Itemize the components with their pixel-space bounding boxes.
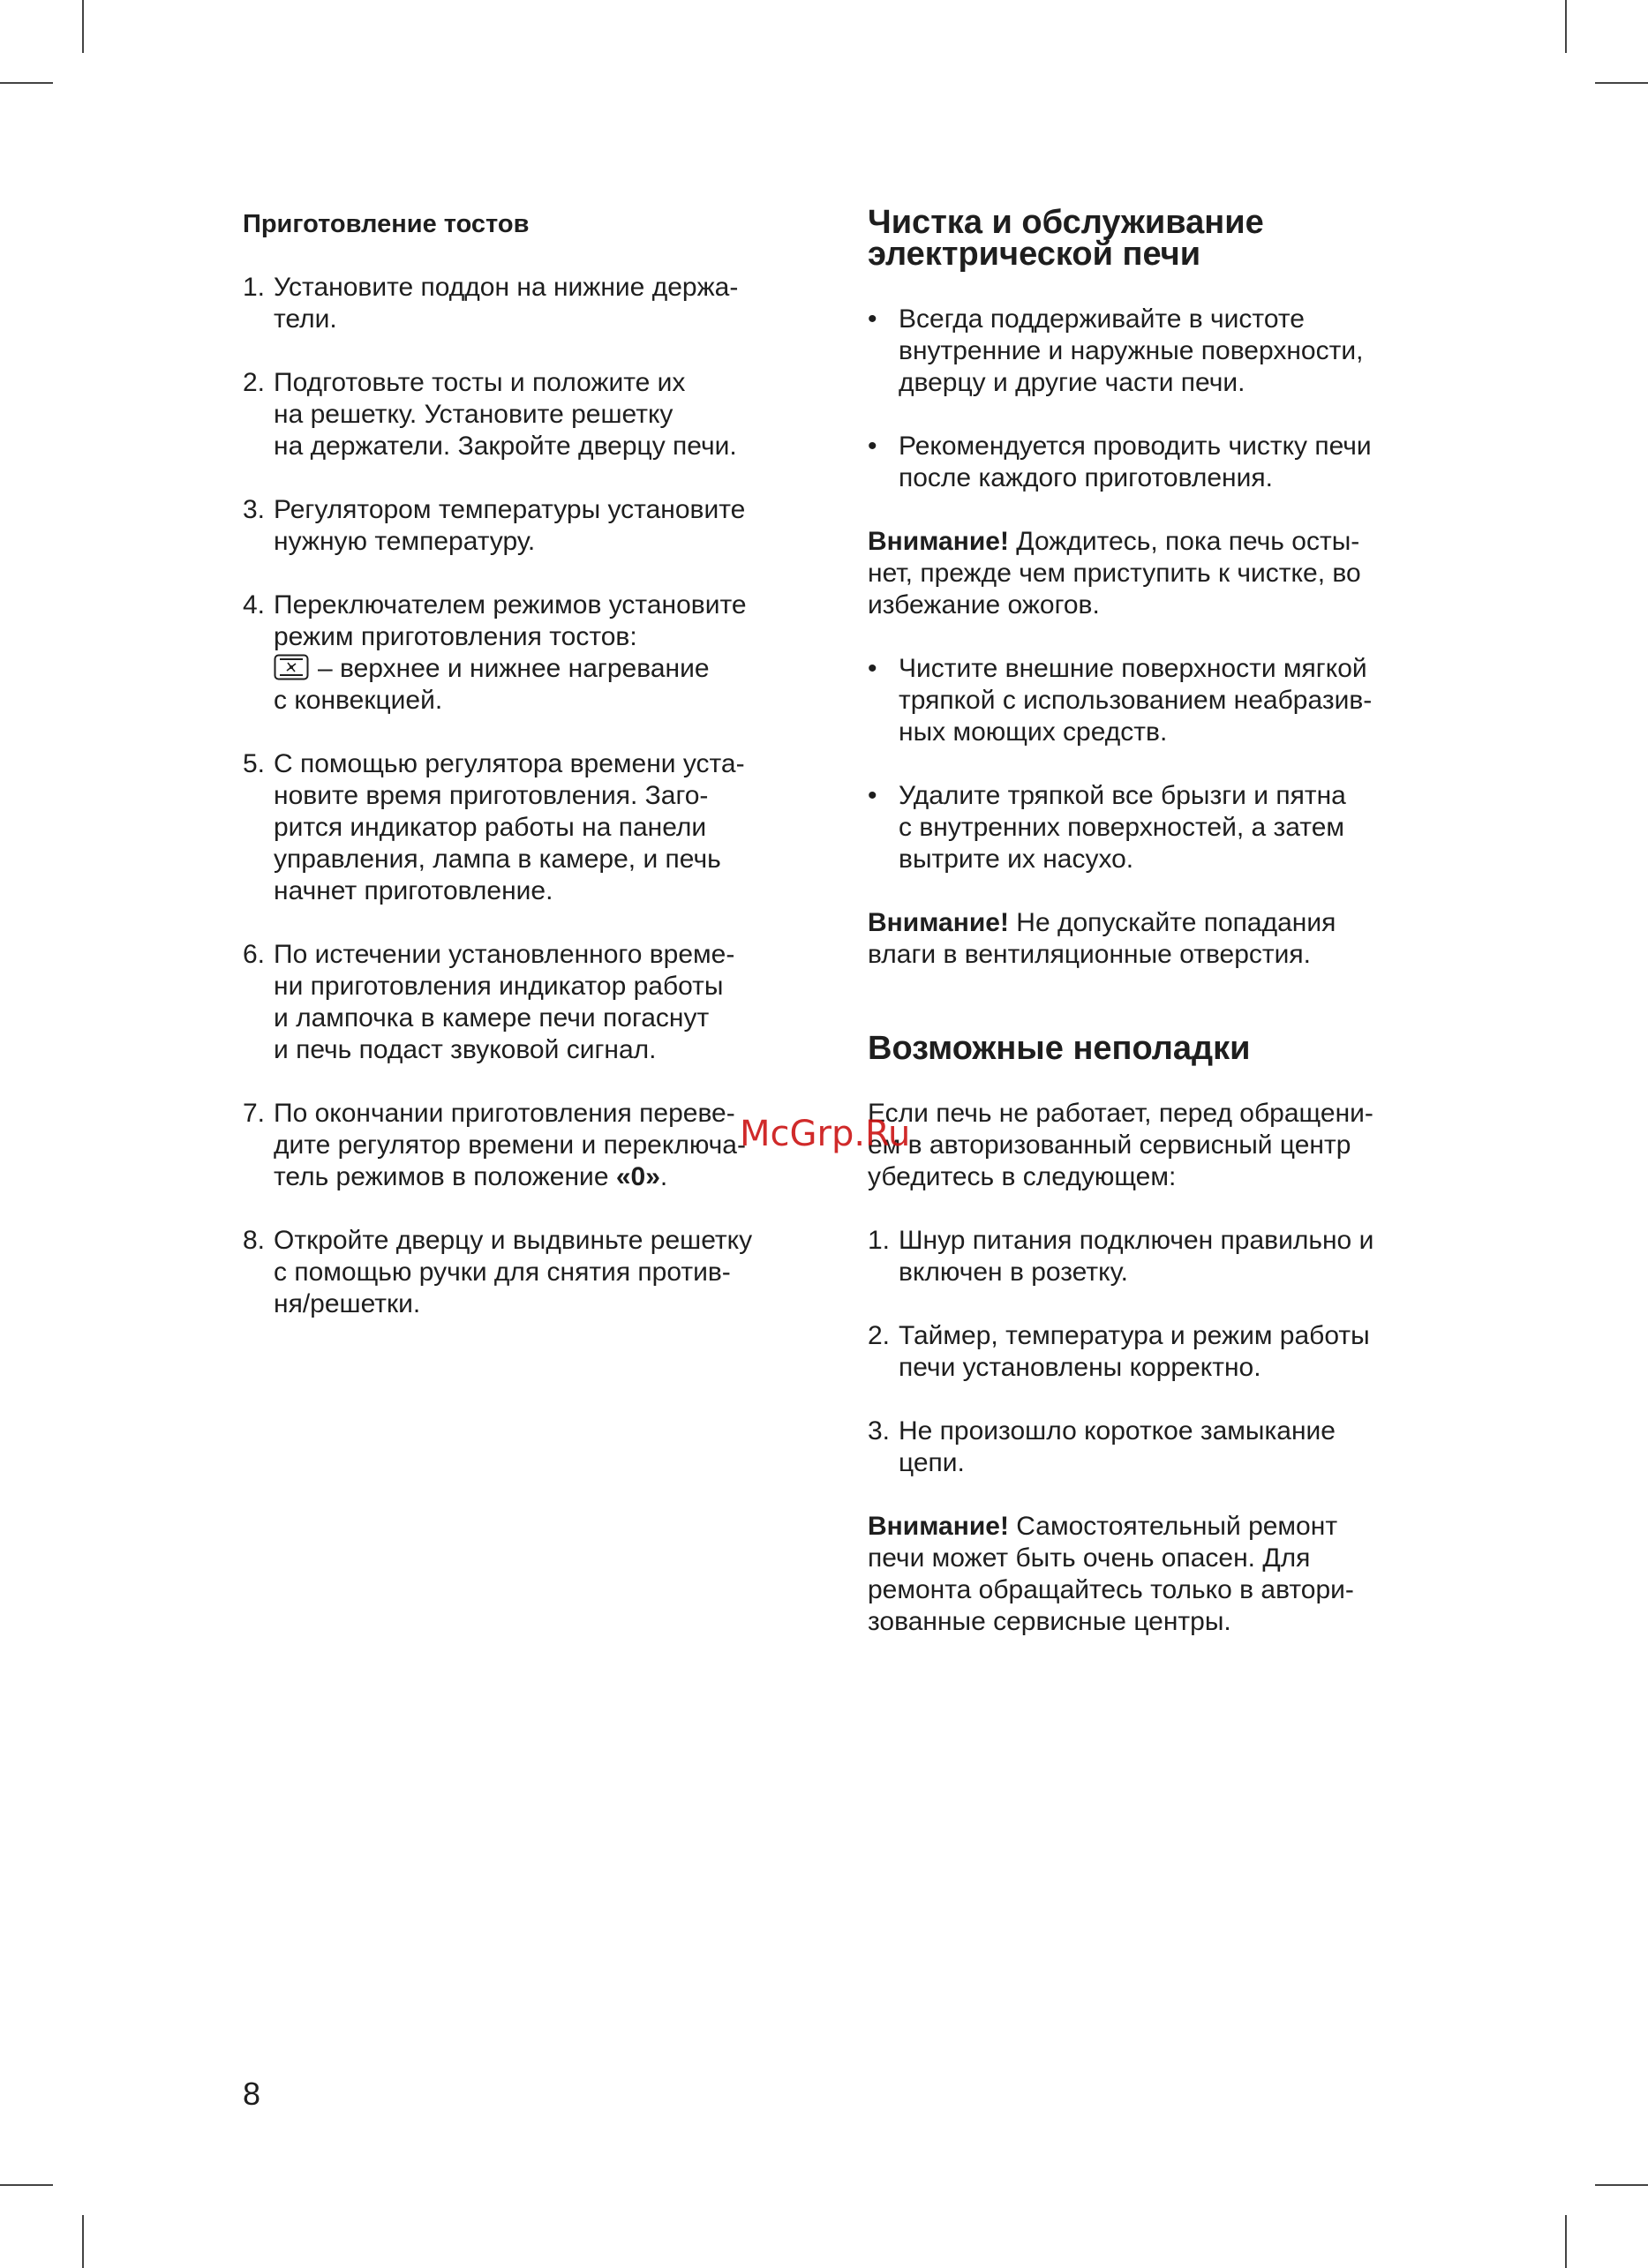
step-7: [243, 1098, 746, 1193]
check-text-line: цепи.: [899, 1448, 965, 1477]
step-number: 4.: [243, 590, 266, 620]
bullet-mark: •: [868, 432, 877, 461]
crop-mark: [0, 2184, 53, 2186]
crop-mark: [0, 82, 53, 84]
step-text-line: Подготовьте тосты и положите их: [274, 368, 686, 397]
warning-repair: [868, 1511, 1354, 1638]
crop-mark: [82, 2215, 84, 2268]
step-5: [243, 748, 745, 907]
troubleshooting-intro: [868, 1098, 1373, 1193]
step-2: [243, 367, 737, 462]
warning-text-line: [868, 907, 1336, 939]
check-number: 2.: [868, 1321, 891, 1350]
crop-mark: [1595, 82, 1648, 84]
step-text-line: [274, 1161, 746, 1193]
heading-line: электрической печи: [868, 236, 1201, 273]
zero-position-label: «0»: [615, 1162, 660, 1191]
check-text-line: печи установлены корректно.: [899, 1353, 1261, 1382]
step-text-line: [274, 653, 747, 685]
check-text-line: включен в розетку.: [899, 1258, 1128, 1287]
check-2: [868, 1320, 1370, 1384]
check-text-line: Не произошло короткое замыкание: [899, 1416, 1336, 1446]
check-number: 3.: [868, 1416, 891, 1446]
step-text-line: По истечении установленного време-: [274, 940, 735, 969]
step-text-line: дите регулятор времени и переключа-: [274, 1130, 746, 1160]
bullet-text-line: Удалите тряпкой все брызги и пятна: [899, 781, 1346, 810]
step-number: 2.: [243, 368, 266, 397]
step-text-line: С помощью регулятора времени уста-: [274, 749, 745, 778]
warning-label: Внимание!: [868, 527, 1009, 556]
bullet-text-line: после каждого приготовления.: [899, 463, 1273, 492]
step-6: [243, 939, 734, 1066]
step-text-line: тели.: [274, 304, 337, 334]
step-text-line: и печь подаст звуковой сигнал.: [274, 1035, 657, 1064]
warning-text-line: [868, 526, 1361, 558]
bullet-text-line: с внутренних поверхностей, а затем: [899, 813, 1345, 842]
top-bottom-heat-convection-icon: [274, 654, 309, 680]
warning-text-line: [868, 1511, 1354, 1543]
step-text-line: Переключателем режимов установите: [274, 590, 747, 620]
step-number: 1.: [243, 273, 266, 302]
warning-text-line: ремонта обращайтесь только в автори-: [868, 1575, 1354, 1604]
bullet-text-line: вытрите их насухо.: [899, 845, 1134, 874]
section-title-toasts: Приготовление тостов: [243, 210, 530, 238]
warning-text-line: влаги в вентиляционные отверстия.: [868, 940, 1312, 969]
check-1: [868, 1225, 1373, 1288]
step-text-line: на решетку. Установите решетку: [274, 400, 673, 429]
warning-text-fragment: Дождитесь, пока печь осты-: [1008, 527, 1360, 556]
step-text-line: режим приготовления тостов:: [274, 622, 637, 651]
step-text-line: на держатели. Закройте дверцу печи.: [274, 432, 737, 461]
intro-text-line: убедитесь в следующем:: [868, 1162, 1177, 1191]
step-text-fragment: .: [659, 1162, 668, 1191]
step-3: [243, 494, 745, 558]
step-number: 7.: [243, 1099, 266, 1128]
bullet-mark: •: [868, 654, 877, 683]
crop-mark: [1565, 0, 1567, 53]
check-3: [868, 1416, 1336, 1479]
step-number: 8.: [243, 1226, 266, 1255]
step-text-line: Откройте дверцу и выдвиньте решетку: [274, 1226, 753, 1255]
warning-text-line: избежание ожогов.: [868, 590, 1100, 620]
step-text-line: новите время приготовления. Заго-: [274, 781, 709, 810]
intro-text-line: Если печь не работает, перед обращени-: [868, 1099, 1373, 1128]
bullet-text-line: тряпкой с использованием неабразив-: [899, 686, 1373, 715]
mode-description: – верхнее и нижнее нагревание: [318, 654, 710, 683]
bullet-text-line: ных моющих средств.: [899, 717, 1168, 747]
crop-mark: [82, 0, 84, 53]
warning-text-line: нет, прежде чем приступить к чистке, во: [868, 559, 1361, 588]
step-text-line: и лампочка в камере печи погаснут: [274, 1003, 710, 1033]
step-text-line: нужную температуру.: [274, 527, 536, 556]
bullet-text-line: Всегда поддерживайте в чистоте: [899, 304, 1305, 334]
cleaning-bullet-4: [868, 780, 1346, 875]
step-text-line: По окончании приготовления переве-: [274, 1099, 735, 1128]
warning-moisture: [868, 907, 1336, 971]
step-number: 6.: [243, 940, 266, 969]
warning-text-line: зованные сервисные центры.: [868, 1607, 1231, 1636]
cleaning-bullet-3: [868, 653, 1372, 748]
heading-line: Чистка и обслуживание: [868, 204, 1264, 241]
bullet-text-line: внутренние и наружные поверхности,: [899, 336, 1364, 365]
bullet-text-line: дверцу и другие части печи.: [899, 368, 1245, 397]
bullet-mark: •: [868, 781, 877, 810]
bullet-text-line: Чистите внешние поверхности мягкой: [899, 654, 1367, 683]
step-text-line: ня/решетки.: [274, 1289, 421, 1318]
step-4: [243, 590, 747, 717]
step-text-line: ни приготовления индикатор работы: [274, 972, 724, 1001]
step-text-line: рится индикатор работы на панели: [274, 813, 707, 842]
step-number: 5.: [243, 749, 266, 778]
step-text-line: управления, лампа в камере, и печь: [274, 845, 721, 874]
warning-label: Внимание!: [868, 908, 1009, 937]
crop-mark: [1595, 2184, 1648, 2186]
warning-label: Внимание!: [868, 1512, 1009, 1541]
cleaning-bullet-1: [868, 304, 1363, 399]
bullet-text-line: Рекомендуется проводить чистку печи: [899, 432, 1372, 461]
watermark: McGrp.Ru: [740, 1114, 911, 1154]
crop-mark: [1565, 2215, 1567, 2268]
step-number: 3.: [243, 495, 266, 524]
step-1: [243, 272, 738, 335]
intro-text-line: ем в авторизованный сервисный центр: [868, 1130, 1351, 1160]
step-text-line: Установите поддон на нижние держа-: [274, 273, 739, 302]
bullet-mark: •: [868, 304, 877, 334]
warning-text-fragment: Самостоятельный ремонт: [1008, 1512, 1338, 1541]
step-text-line: с помощью ручки для снятия против-: [274, 1258, 731, 1287]
warning-text-line: печи может быть очень опасен. Для: [868, 1543, 1311, 1573]
warning-text-fragment: Не допускайте попадания: [1008, 908, 1336, 937]
cleaning-bullet-2: [868, 431, 1372, 494]
troubleshooting-heading: Возможные неполадки: [868, 1030, 1251, 1067]
check-text-line: Шнур питания подключен правильно и: [899, 1226, 1374, 1255]
step-text-line: Регулятором температуры установите: [274, 495, 746, 524]
cleaning-heading: [868, 204, 1264, 273]
warning-cooldown: [868, 526, 1361, 621]
check-number: 1.: [868, 1226, 891, 1255]
page-number: 8: [243, 2076, 261, 2112]
check-text-line: Таймер, температура и режим работы: [899, 1321, 1370, 1350]
step-text-line: начнет приготовление.: [274, 876, 553, 905]
step-text-line: с конвекцией.: [274, 686, 443, 715]
step-text-fragment: тель режимов в положение: [274, 1162, 616, 1191]
step-8: [243, 1225, 752, 1320]
